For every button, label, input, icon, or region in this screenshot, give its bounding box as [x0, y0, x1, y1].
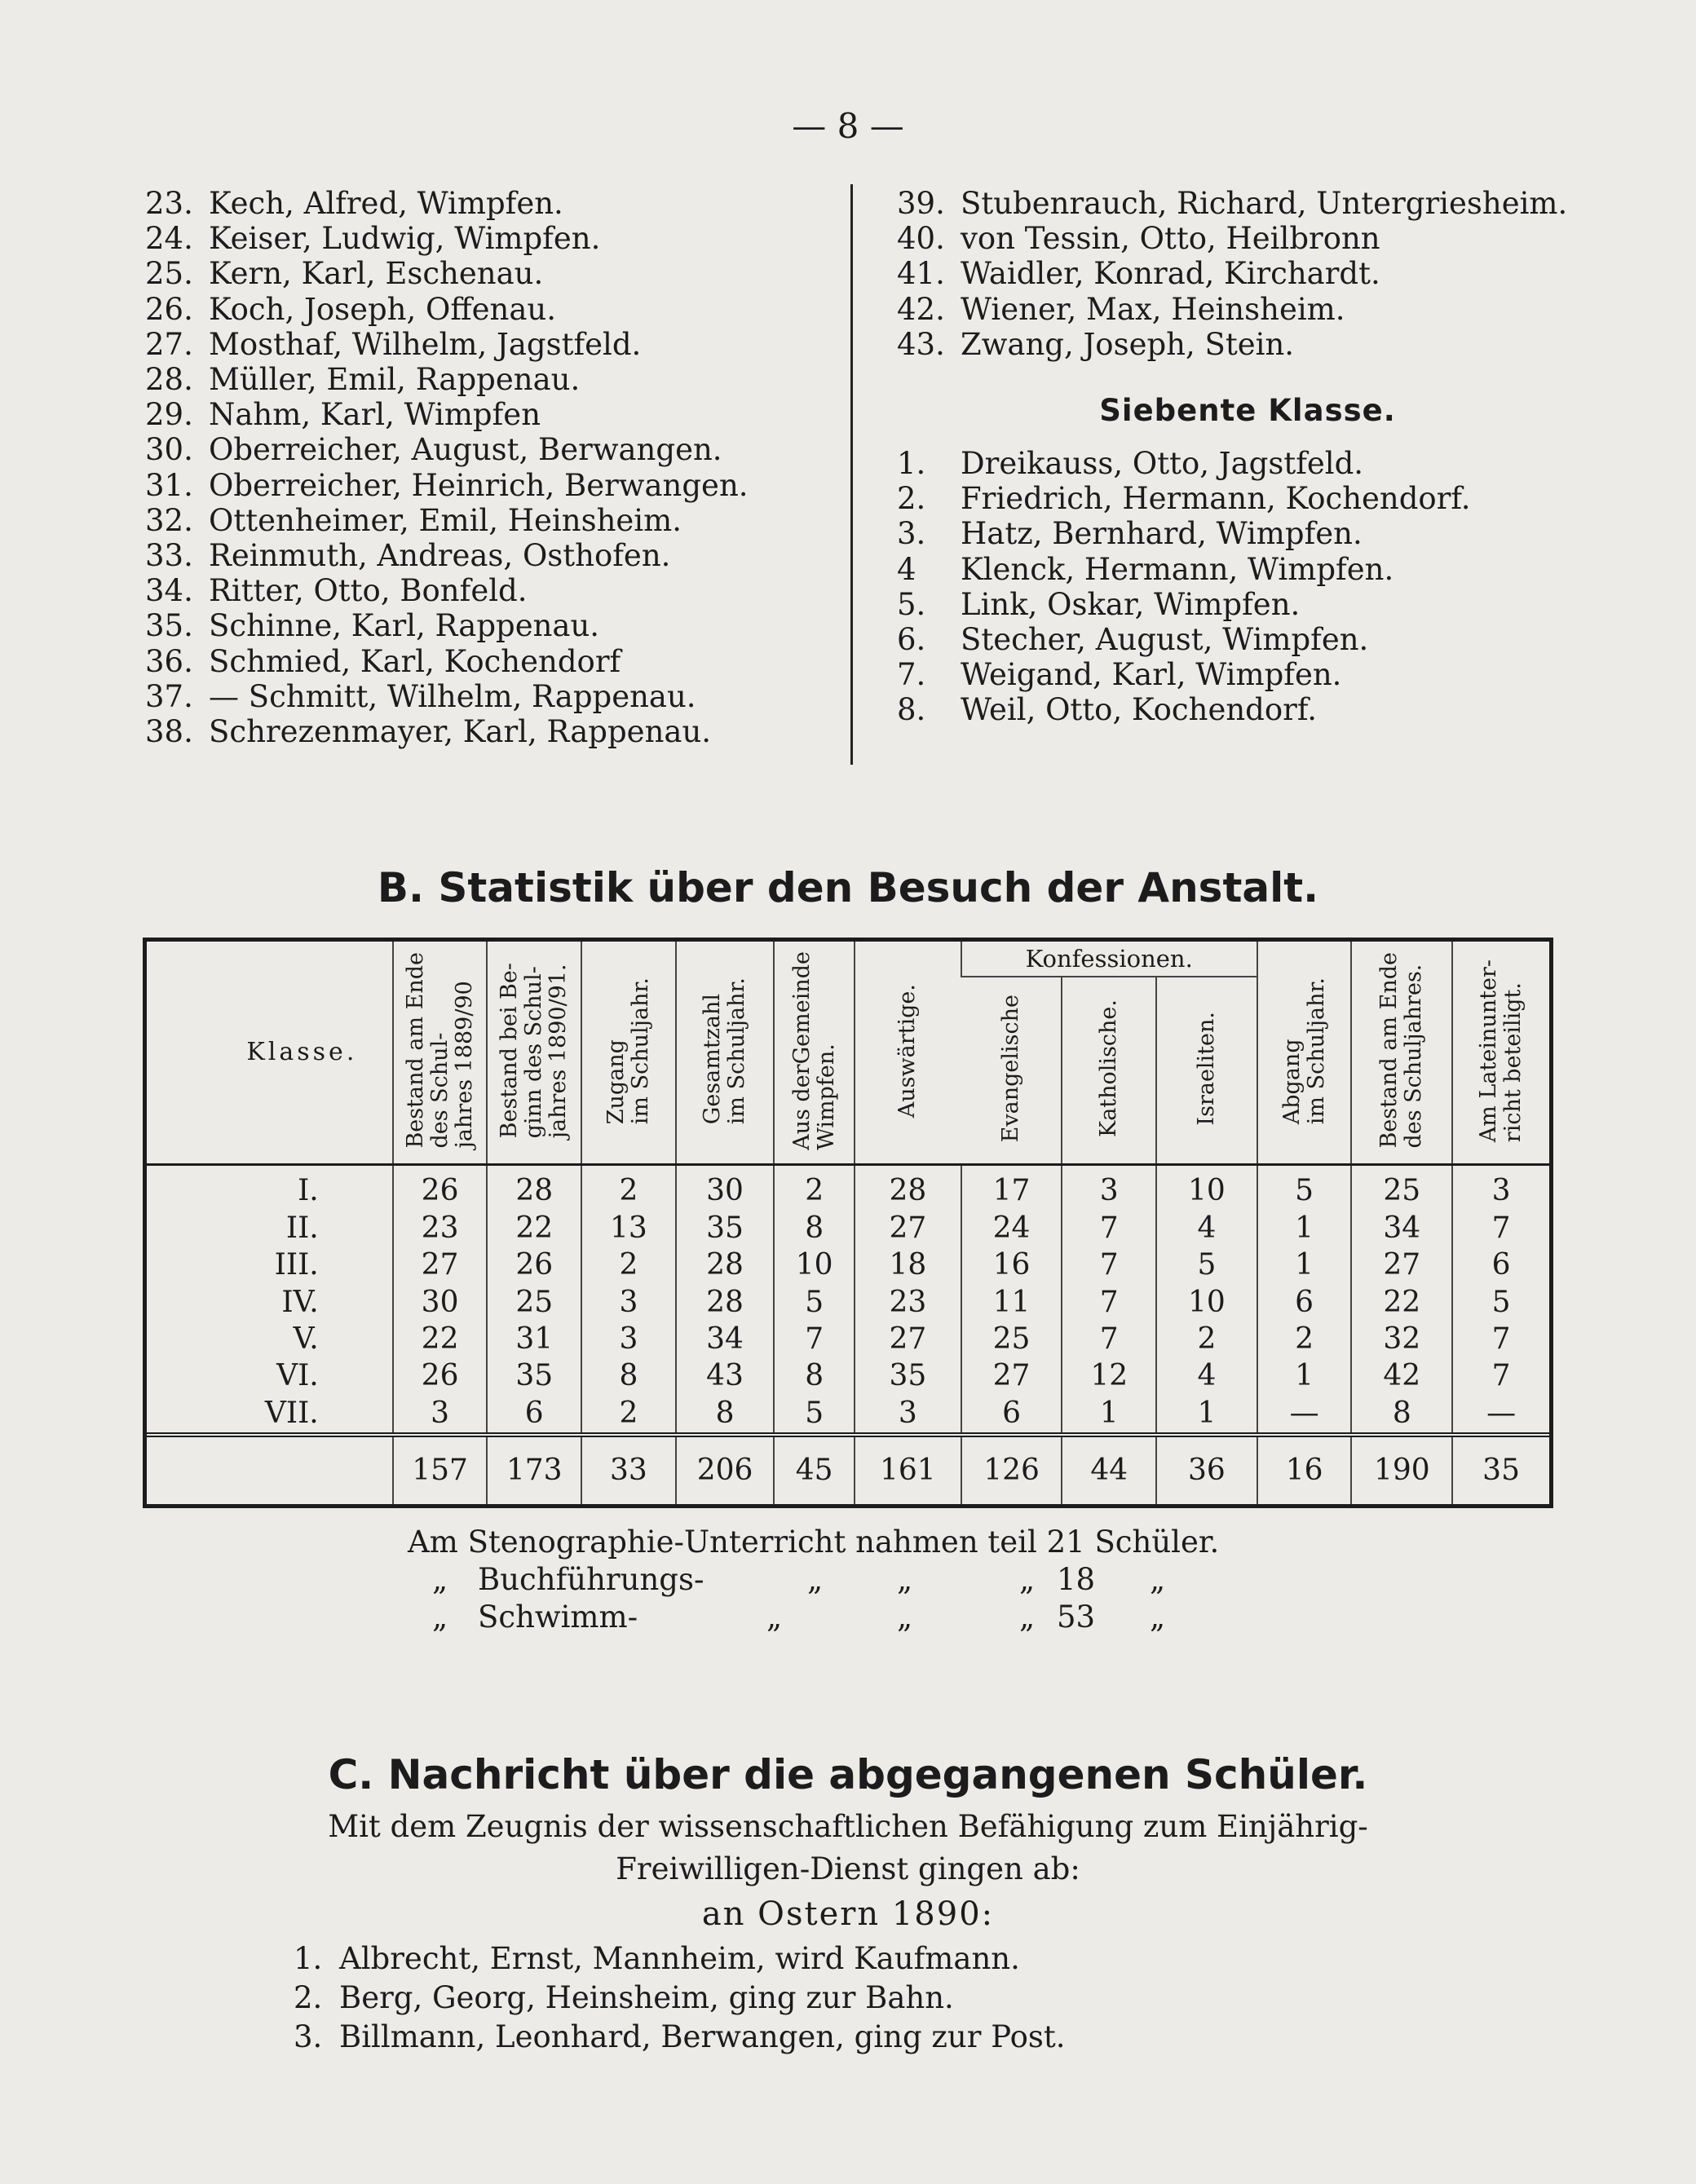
list-item: 1. Albrecht, Ernst, Mannheim, wird Kaufmann. [294, 1941, 1020, 1976]
ostern-subheading: an Ostern 1890: [701, 1895, 995, 1933]
section-b-title: B. Statistik über den Besuch der Anstalt. [377, 864, 1319, 911]
header-zugang: Zugang im Schuljahr. [581, 942, 676, 1164]
student-list-left [145, 186, 830, 749]
list-item: 23. Kech, Alfred, Wimpfen. [145, 186, 563, 221]
list-item: 2. Berg, Georg, Heinsheim, ging zur Bahn. [294, 1980, 954, 2015]
section-c-title: C. Nachricht über die abgegangenen Schüler. [328, 1751, 1368, 1798]
header-bestand-1889: Bestand am Ende des Schul- jahres 1889/90 [393, 942, 488, 1164]
steno-line-1: Am Stenographie-Unterricht nahmen teil 21 Schüler. [408, 1524, 1220, 1560]
student-list-right [897, 186, 1598, 728]
list-item: 34. Ritter, Otto, Bonfeld. [145, 573, 528, 609]
header-abgang: Abgang im Schuljahr. [1257, 942, 1352, 1164]
list-item: 37. — Schmitt, Wilhelm, Rappenau. [145, 678, 696, 714]
table-row: VI. 26 35 8 43 8 35 27 12 4 1 42 7 [147, 1358, 1549, 1395]
list-item: 7. Weigand, Karl, Wimpfen. [897, 657, 1342, 693]
header-gesamtzahl: Gesamtzahl im Schuljahr. [676, 942, 775, 1164]
list-item: 33. Reinmuth, Andreas, Osthofen. [145, 538, 671, 574]
header-aus-gemeinde: Aus derGemeinde Wimpfen. [774, 942, 855, 1164]
section-c-body [0, 1806, 1696, 2057]
stenography-note [0, 1524, 1696, 1637]
siebente-klasse-heading: Siebente Klasse. [1099, 393, 1396, 429]
list-item: 1. Dreikauss, Otto, Jagstfeld. [897, 446, 1364, 482]
list-item: 4 Klenck, Hermann, Wimpfen. [897, 551, 1394, 587]
list-item: 8. Weil, Otto, Kochendorf. [897, 692, 1317, 728]
header-klasse: Klasse. [147, 942, 393, 1164]
header-bestand-ende: Bestand am Ende des Schuljahres. [1351, 942, 1452, 1164]
header-latein: Am Lateinunter- richt beteiligt. [1452, 942, 1549, 1164]
list-item: 36. Schmied, Karl, Kochendorf [145, 643, 621, 679]
departed-list [294, 1939, 1696, 2057]
table-row: V. 22 31 3 34 7 27 25 7 2 2 32 7 [147, 1321, 1549, 1357]
list-item: 41. Waidler, Konrad, Kirchardt. [897, 256, 1380, 292]
page-number: — 8 — [792, 106, 904, 146]
list-item: 39. Stubenrauch, Richard, Untergriesheim. [897, 186, 1568, 221]
intro-line-2: Freiwilligen-Dienst gingen ab: [616, 1851, 1080, 1886]
list-item: 40. von Tessin, Otto, Heilbronn [897, 221, 1380, 257]
list-item: 42. Wiener, Max, Heinsheim. [897, 291, 1345, 327]
steno-line-3: „ Schwimm- „ „ „ 53 „ [432, 1599, 1166, 1635]
list-item: 3. Hatz, Bernhard, Wimpfen. [897, 516, 1363, 552]
list-item: 30. Oberreicher, August, Berwangen. [145, 432, 722, 468]
header-katholische: Katholische. [1062, 977, 1156, 1164]
list-item: 27. Mosthaf, Wilhelm, Jagstfeld. [145, 326, 642, 362]
header-konfessionen: Konfessionen. [961, 942, 1257, 977]
steno-line-2: „ Buchführungs- „ „ „ 18 „ [432, 1562, 1166, 1597]
list-item: 35. Schinne, Karl, Rappenau. [145, 608, 600, 644]
list-item: 3. Billmann, Leonhard, Berwangen, ging zur Post. [294, 2019, 1066, 2054]
statistics-table [143, 938, 1553, 1508]
list-item: 29. Nahm, Karl, Wimpfen [145, 397, 541, 433]
header-bestand-beginn: Bestand bei Be- ginn des Schul- jahres 1890/91. [487, 942, 581, 1164]
list-item: 28. Müller, Emil, Rappenau. [145, 362, 581, 398]
header-israeliten: Israeliten. [1156, 977, 1257, 1164]
table-row: VII. 3 6 2 8 5 3 6 1 1 — 8 — [147, 1395, 1549, 1435]
list-item: 25. Kern, Karl, Eschenau. [145, 256, 544, 292]
list-item: 38. Schrezenmayer, Karl, Rappenau. [145, 714, 712, 750]
list-item: 26. Koch, Joseph, Offenau. [145, 291, 557, 327]
list-item: 43. Zwang, Joseph, Stein. [897, 326, 1295, 362]
list-item: 2. Friedrich, Hermann, Kochendorf. [897, 481, 1471, 517]
table-row: III. 27 26 2 28 10 18 16 7 5 1 27 6 [147, 1247, 1549, 1284]
column-divider [850, 184, 853, 765]
table-row: II. 23 22 13 35 8 27 24 7 4 1 34 7 [147, 1210, 1549, 1246]
list-item: 6. Stecher, August, Wimpfen. [897, 622, 1369, 658]
list-item: 31. Oberreicher, Heinrich, Berwangen. [145, 467, 749, 503]
totals-row: 157 173 33 206 45 161 126 44 36 16 190 35 [147, 1435, 1549, 1504]
table-row: IV. 30 25 3 28 5 23 11 7 10 6 22 5 [147, 1284, 1549, 1321]
header-evangelische: Evangelische [961, 977, 1062, 1164]
header-auswaertige: Auswärtige. [855, 942, 961, 1164]
list-item: 32. Ottenheimer, Emil, Heinsheim. [145, 502, 682, 538]
list-item: 5. Link, Oskar, Wimpfen. [897, 586, 1301, 622]
intro-line-1: Mit dem Zeugnis der wissenschaftlichen Befähigung zum Einjährig- [328, 1809, 1368, 1844]
table-row: I. 26 28 2 30 2 28 17 3 10 5 25 3 [147, 1164, 1549, 1210]
list-item: 24. Keiser, Ludwig, Wimpfen. [145, 221, 601, 257]
